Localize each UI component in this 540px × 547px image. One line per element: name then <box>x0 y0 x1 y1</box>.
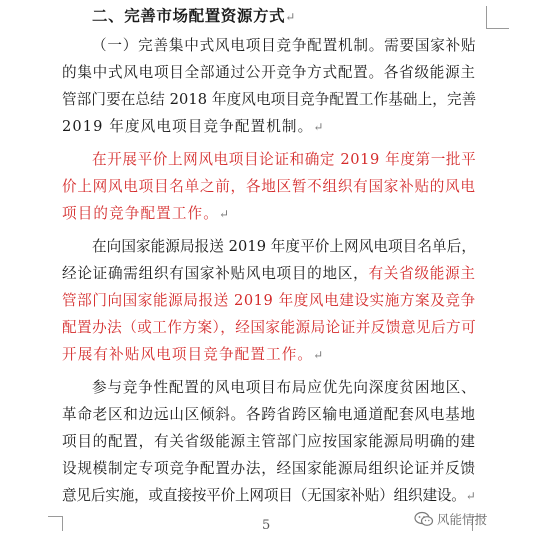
paragraph-mark: ↵ <box>285 10 296 24</box>
text-line <box>62 432 476 452</box>
body-text: 项目的配置，有关省级能源主管部门应按国家能源局明确的建 <box>62 433 476 450</box>
paragraph-mark: ↵ <box>465 489 476 503</box>
watermark <box>414 510 487 528</box>
body-text: （一）完善集中式风电项目竞争配置机制。需要国家补贴 <box>92 37 477 54</box>
paragraph-mark: ↵ <box>313 120 325 134</box>
body-text: 革命老区和边远山区倾斜。各跨省跨区输电通道配套风电基地 <box>62 406 476 423</box>
body-text: 设规模制定专项竞争配置办法，经国家能源局组织论证并反馈 <box>62 460 476 477</box>
body-text: 意见后实施，或直接按平价上网项目（无国家补贴）组织建设。 <box>62 487 466 504</box>
text-line <box>62 264 476 284</box>
wechat-icon <box>414 511 434 527</box>
watermark-text: 风能情报 <box>437 512 488 527</box>
text-line <box>92 378 476 398</box>
text-line <box>62 117 324 137</box>
body-text: 2019 年度风电项目竞争配置机制。 <box>62 118 314 135</box>
text-line <box>92 150 476 170</box>
text-line <box>62 405 476 425</box>
highlighted-text: 配置办法（或工作方案），经国家能源局论证并反馈意见后方可 <box>62 319 477 336</box>
heading-text: 二、完善市场配置资源方式 <box>92 6 286 25</box>
text-line <box>62 177 476 197</box>
text-line <box>62 291 476 311</box>
text-line <box>92 237 476 257</box>
body-text: 的集中式风电项目全部通过公开竞争方式配置。各省级能源主 <box>62 64 476 81</box>
text-line <box>62 486 476 506</box>
section-heading <box>92 4 296 26</box>
highlighted-text: 价上网风电项目名单之前，各地区暂不组织有国家补贴的风电 <box>62 178 476 195</box>
highlighted-text: 管部门向国家能源局报送 2019 年度风电建设实施方案及竞争 <box>62 292 476 309</box>
highlighted-text: 在开展平价上网风电项目论证和确定 2019 年度第一批平 <box>92 151 477 168</box>
paragraph-mark: ↵ <box>218 207 231 221</box>
highlighted-text: 项目的竞争配置工作。 <box>62 205 219 222</box>
text-line <box>62 63 476 83</box>
crop-mark-bottom-left <box>48 516 63 531</box>
text-line <box>62 204 230 224</box>
crop-mark-top-right <box>486 6 509 29</box>
body-text: 经论证确需组织有国家补贴风电项目的地区， <box>62 265 369 282</box>
highlighted-text: 有关省级能源主 <box>368 265 476 282</box>
body-text: 管部门要在总结 2018 年度风电项目竞争配置工作基础上，完善 <box>62 91 477 108</box>
paragraph-mark: ↵ <box>313 348 325 362</box>
text-line <box>92 36 476 56</box>
page-number: 5 <box>262 518 271 533</box>
body-text: 参与竞争性配置的风电项目布局应优先向深度贫困地区、 <box>92 379 477 396</box>
text-line <box>62 459 476 479</box>
highlighted-text: 开展有补贴风电项目竞争配置工作。 <box>62 346 314 363</box>
text-line <box>62 345 324 365</box>
text-line <box>62 318 476 338</box>
body-text: 在向国家能源局报送 2019 年度平价上网风电项目名单后， <box>92 238 476 255</box>
text-line <box>62 90 476 110</box>
